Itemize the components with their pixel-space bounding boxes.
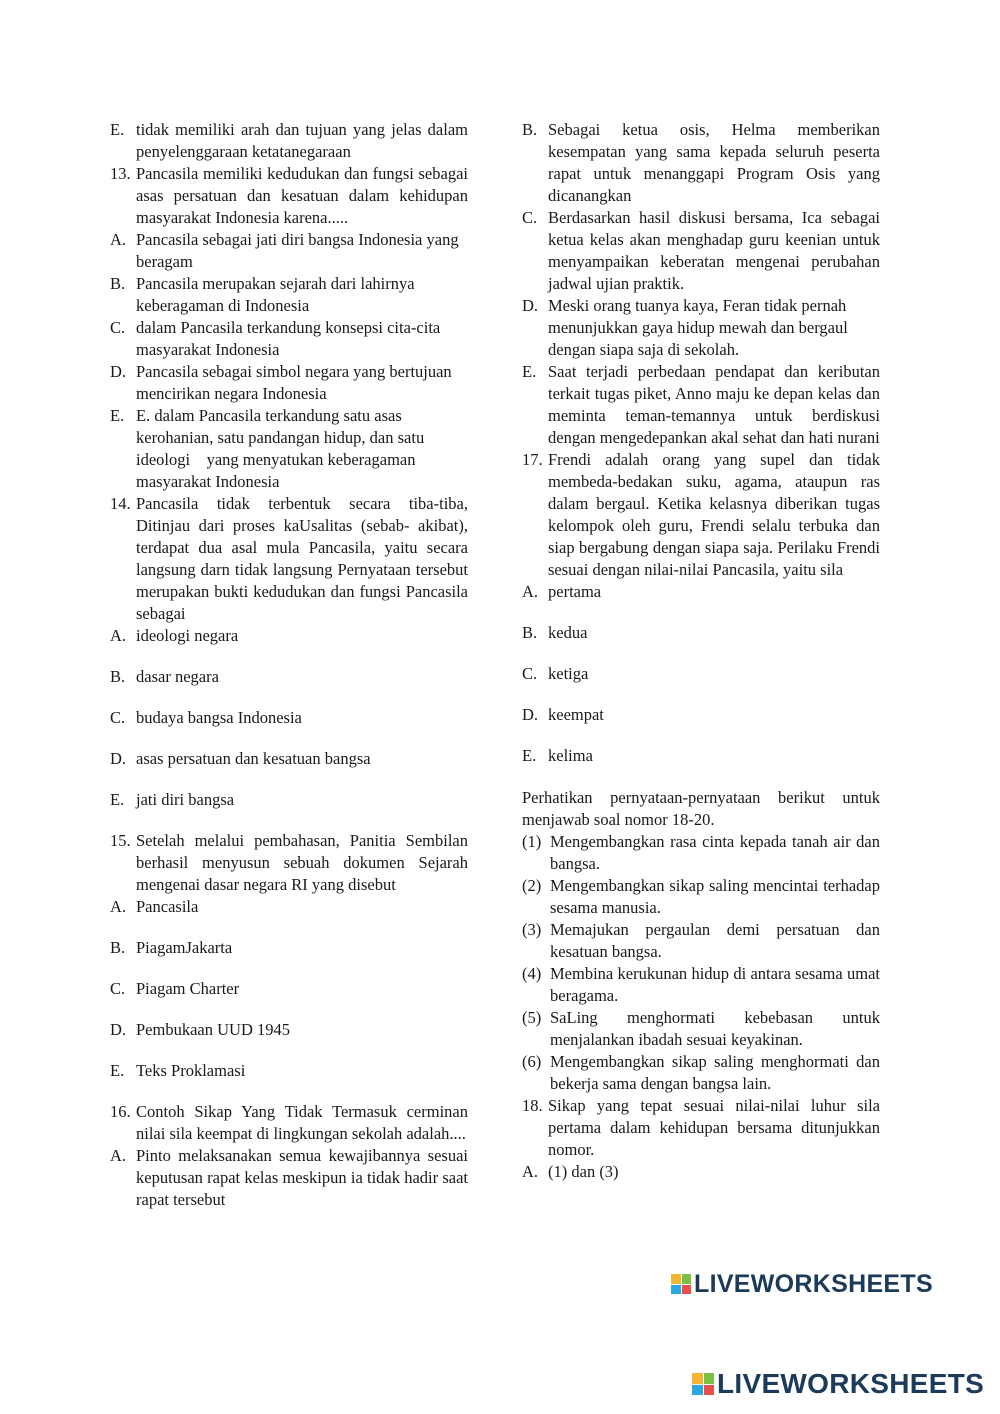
q13-question: 13. Pancasila memiliki kedudukan dan fungsi sebagai asas persatuan dan kesatuan dalam kehidupan masyarakat Indonesia karena..... [110,164,468,227]
q15-option-b[interactable]: B. PiagamJakarta [110,938,233,957]
instruction-text: Perhatikan pernyataan-pernyataan berikut untuk menjawab soal nomor 18-20. [522,788,880,829]
q17-option-c[interactable]: C. ketiga [522,664,589,683]
q18-option-a[interactable]: A. (1) dan (3) [522,1162,619,1181]
statement-5: (5) SaLing menghormati kebebasan untuk menjalankan ibadah sesuai keyakinan. [522,1008,880,1049]
liveworksheets-logo [671,1270,933,1298]
q16-option-a[interactable]: A. Pinto melaksanakan semua kewajibannya sesuai keputusan rapat kelas meskipun ia tidak hadir saat rapat tersebut [110,1146,468,1209]
q15-option-d[interactable]: D. Pembukaan UUD 1945 [110,1020,290,1039]
q14-option-e[interactable]: E. jati diri bangsa [110,790,235,809]
q14-option-d[interactable]: D. asas persatuan dan kesatuan bangsa [110,749,371,768]
q12-option-e: E. tidak memiliki arah dan tujuan yang jelas dalam penyelenggaraan ketatanegaraan [110,120,468,161]
q14-option-a[interactable]: A. ideologi negara [110,626,239,645]
q16-option-c[interactable]: C. Berdasarkan hasil diskusi bersama, Ica sebagai ketua kelas akan menghadap guru keenian untuk menyampaikan keberatan mengenai perubahan jadwal ujian praktik. [522,208,880,293]
q14-question: 14. Pancasila tidak terbentuk secara tiba-tiba, Ditinjau dari proses kaUsalitas (sebab- akibat), terdapat dua asal mula Pancasila, yaitu secara langsung darn tidak langsung Pernyataan tersebut merupakan bukti kedudukan dan fungsi Pancasila sebagai [110,494,468,623]
q15-question: 15. Setelah melalui pembahasan, Panitia Sembilan berhasil menyusun sebuah dokumen Sejarah mengenai dasar negara RI yang disebut [110,831,468,894]
q16-option-e[interactable]: E. Saat terjadi perbedaan pendapat dan keributan terkait tugas piket, Anno maju ke depan kelas dan meminta teman-temannya untuk berdiskusi dengan mengedepankan akal sehat dan hati nurani [522,362,880,447]
q13-option-d[interactable]: D. Pancasila sebagai simbol negara yang bertujuan mencirikan negara Indonesia [110,362,452,403]
q14-option-c[interactable]: C. budaya bangsa Indonesia [110,708,302,727]
liveworksheets-logo-footer-icon [692,1373,714,1395]
q14-option-b[interactable]: B. dasar negara [110,667,219,686]
liveworksheets-logo-footer [692,1368,985,1399]
q13-option-c[interactable]: C. dalam Pancasila terkandung konsepsi cita-cita masyarakat Indonesia [110,318,441,359]
statement-3: (3) Memajukan pergaulan demi persatuan dan kesatuan bangsa. [522,920,880,961]
statement-4: (4) Membina kerukunan hidup di antara sesama umat beragama. [522,964,880,1005]
statement-2: (2) Mengembangkan sikap saling mencintai terhadap sesama manusia. [522,876,880,917]
statement-1: (1) Mengembangkan rasa cinta kepada tanah air dan bangsa. [522,832,880,873]
q15-option-a[interactable]: A. Pancasila [110,897,199,916]
statement-6: (6) Mengembangkan sikap saling menghormati dan bekerja sama dengan bangsa lain. [522,1052,880,1093]
q17-option-b[interactable]: B. kedua [522,623,588,642]
q13-option-b[interactable]: B. Pancasila merupakan sejarah dari lahirnya keberagaman di Indonesia [110,274,415,315]
liveworksheets-logo-icon [671,1274,691,1294]
q13-option-e[interactable]: E. E. dalam Pancasila terkandung satu asas kerohanian, satu pandangan hidup, dan satu ideologi yang menyatukan keberagaman masyarakat Indonesia [110,406,429,491]
right-column [522,119,880,1183]
liveworksheets-logo-footer-text: LIVEWORKSHEETS [717,1368,985,1399]
q17-option-e[interactable]: E. kelima [522,746,593,765]
q16-option-b[interactable]: B. Sebagai ketua osis, Helma memberikan kesempatan yang sama kepada seluruh peserta rapat untuk menanggapi Program Osis yang dicanangkan [522,120,880,205]
q15-option-e[interactable]: E. Teks Proklamasi [110,1061,246,1080]
q16-question: 16. Contoh Sikap Yang Tidak Termasuk cerminan nilai sila keempat di lingkungan sekolah adalah.... [110,1102,468,1143]
q16-option-d[interactable]: D. Meski orang tuanya kaya, Feran tidak pernah menunjukkan gaya hidup mewah dan bergaul dengan siapa saja di sekolah. [522,296,848,359]
q17-option-d[interactable]: D. keempat [522,705,604,724]
liveworksheets-logo-text: LIVEWORKSHEETS [694,1270,933,1298]
q18-question: 18. Sikap yang tepat sesuai nilai-nilai luhur sila pertama dalam kehidupan bersama ditunjukkan nomor. [522,1096,880,1159]
q13-option-a[interactable]: A. Pancasila sebagai jati diri bangsa Indonesia yang beragam [110,230,459,271]
left-column [110,119,468,1211]
q15-option-c[interactable]: C. Piagam Charter [110,979,240,998]
q17-question: 17. Frendi adalah orang yang supel dan tidak membeda-bedakan suku, agama, ataupun ras dalam bergaul. Ketika kelasnya diberikan tugas kelompok oleh guru, Frendi selalu terbuka dan siap bergabung dengan siapa saja. Perilaku Frendi sesuai dengan nilai-nilai Pancasila, yaitu sila [522,450,880,579]
q17-option-a[interactable]: A. pertama [522,582,602,601]
